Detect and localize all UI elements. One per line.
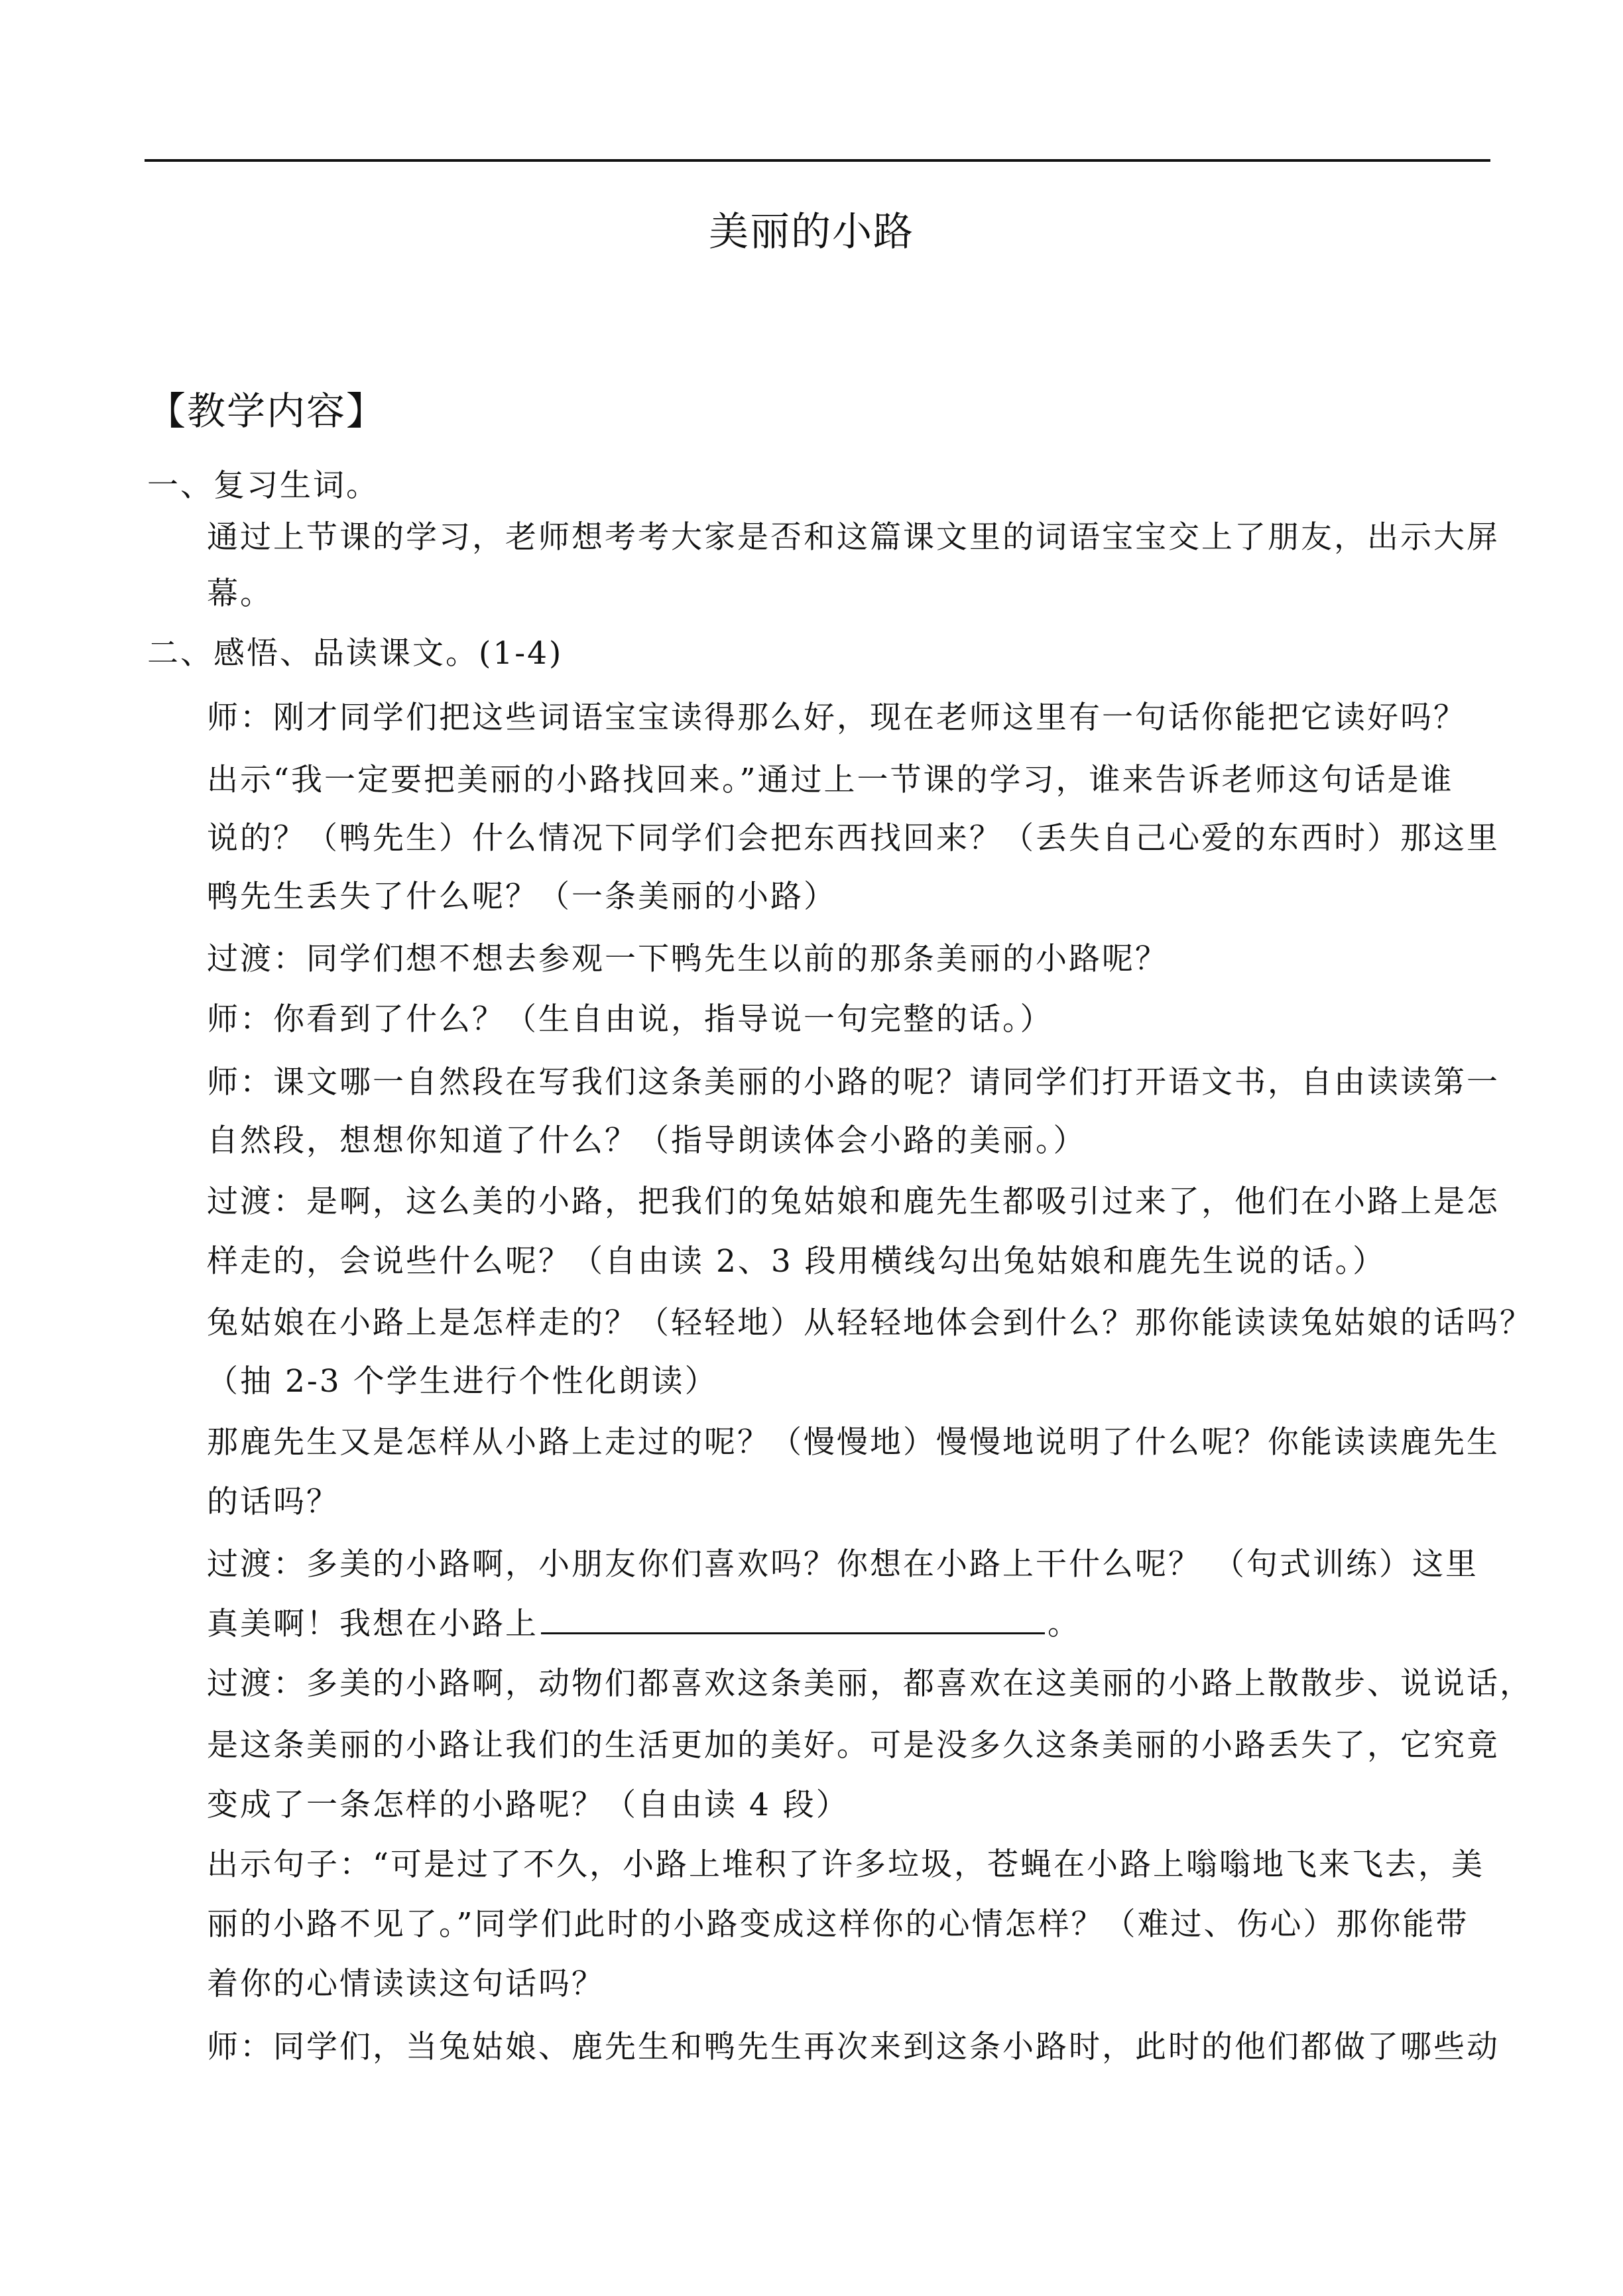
body-line: 师：你看到了什么？（生自由说，指导说一句完整的话。） [207, 1001, 1053, 1038]
fill-in-blank-line [207, 1596, 1081, 1653]
body-line: 丽的小路不见了。”同学们此时的小路变成这样你的心情怎样？（难过、伤心）那你能带 [207, 1906, 1469, 1943]
section-heading: 【教学内容】 [147, 389, 387, 434]
body-line: 兔姑娘在小路上是怎样走的？（轻轻地）从轻轻地体会到什么？那你能读读兔姑娘的话吗？ [207, 1305, 1533, 1341]
body-line: 样走的，会说些什么呢？（自由读 2、3 段用横线勾出兔姑娘和鹿先生说的话。） [207, 1243, 1386, 1280]
body-line: 师：课文哪一自然段在写我们这条美丽的小路的呢？请同学们打开语文书，自由读读第一 [207, 1064, 1500, 1101]
body-line: 着你的心情读读这句话吗？ [207, 1966, 605, 2002]
document-title: 美丽的小路 [709, 209, 914, 255]
answer-blank [541, 1606, 1045, 1634]
blank-line-prefix: 真美啊！我想在小路上 [207, 1606, 538, 1642]
body-line: 自然段，想想你知道了什么？（指导朗读体会小路的美丽。） [207, 1122, 1087, 1159]
body-line: 是这条美丽的小路让我们的生活更加的美好。可是没多久这条美丽的小路丢失了，它究竟 [207, 1727, 1500, 1764]
item1-line: 幕。 [207, 575, 273, 612]
item1-line: 通过上节课的学习，老师想考考大家是否和这篇课文里的词语宝宝交上了朋友，出示大屏 [207, 519, 1500, 556]
body-line: （抽 2-3 个学生进行个性化朗读） [207, 1363, 718, 1400]
body-line: 那鹿先生又是怎样从小路上走过的呢？（慢慢地）慢慢地说明了什么呢？你能读读鹿先生 [207, 1424, 1500, 1461]
item2-heading: 二、感悟、品读课文。(1-4) [147, 635, 564, 672]
body-line: 变成了一条怎样的小路呢？（自由读 4 段） [207, 1787, 849, 1823]
body-line: 说的？（鸭先生）什么情况下同学们会把东西找回来？（丢失自己心爱的东西时）那这里 [207, 820, 1500, 857]
body-line: 过渡：同学们想不想去参观一下鸭先生以前的那条美丽的小路呢？ [207, 941, 1168, 977]
body-line: 师：同学们，当兔姑娘、鹿先生和鸭先生再次来到这条小路时，此时的他们都做了哪些动 [207, 2029, 1500, 2065]
item1-heading: 一、复习生词。 [147, 467, 379, 504]
body-line: 过渡：是啊，这么美的小路，把我们的兔姑娘和鹿先生都吸引过来了，他们在小路上是怎 [207, 1183, 1500, 1220]
header-rule [145, 159, 1490, 162]
body-line: 出示句子：“可是过了不久，小路上堆积了许多垃圾，苍蝇在小路上嗡嗡地飞来飞去，美 [207, 1846, 1485, 1883]
body-line: 的话吗？ [207, 1484, 339, 1520]
body-line: 鸭先生丢失了什么呢？（一条美丽的小路） [207, 878, 837, 915]
blank-line-suffix: 。 [1048, 1606, 1081, 1642]
body-line: 出示“我一定要把美丽的小路找回来。”通过上一节课的学习，谁来告诉老师这句话是谁 [207, 762, 1454, 798]
body-line: 师：刚才同学们把这些词语宝宝读得那么好，现在老师这里有一句话你能把它读好吗？ [207, 699, 1467, 736]
body-line: 过渡：多美的小路啊，小朋友你们喜欢吗？你想在小路上干什么呢？ （句式训练）这里 [207, 1546, 1478, 1583]
body-line: 过渡：多美的小路啊，动物们都喜欢这条美丽，都喜欢在这美丽的小路上散散步、说说话， [207, 1665, 1533, 1702]
